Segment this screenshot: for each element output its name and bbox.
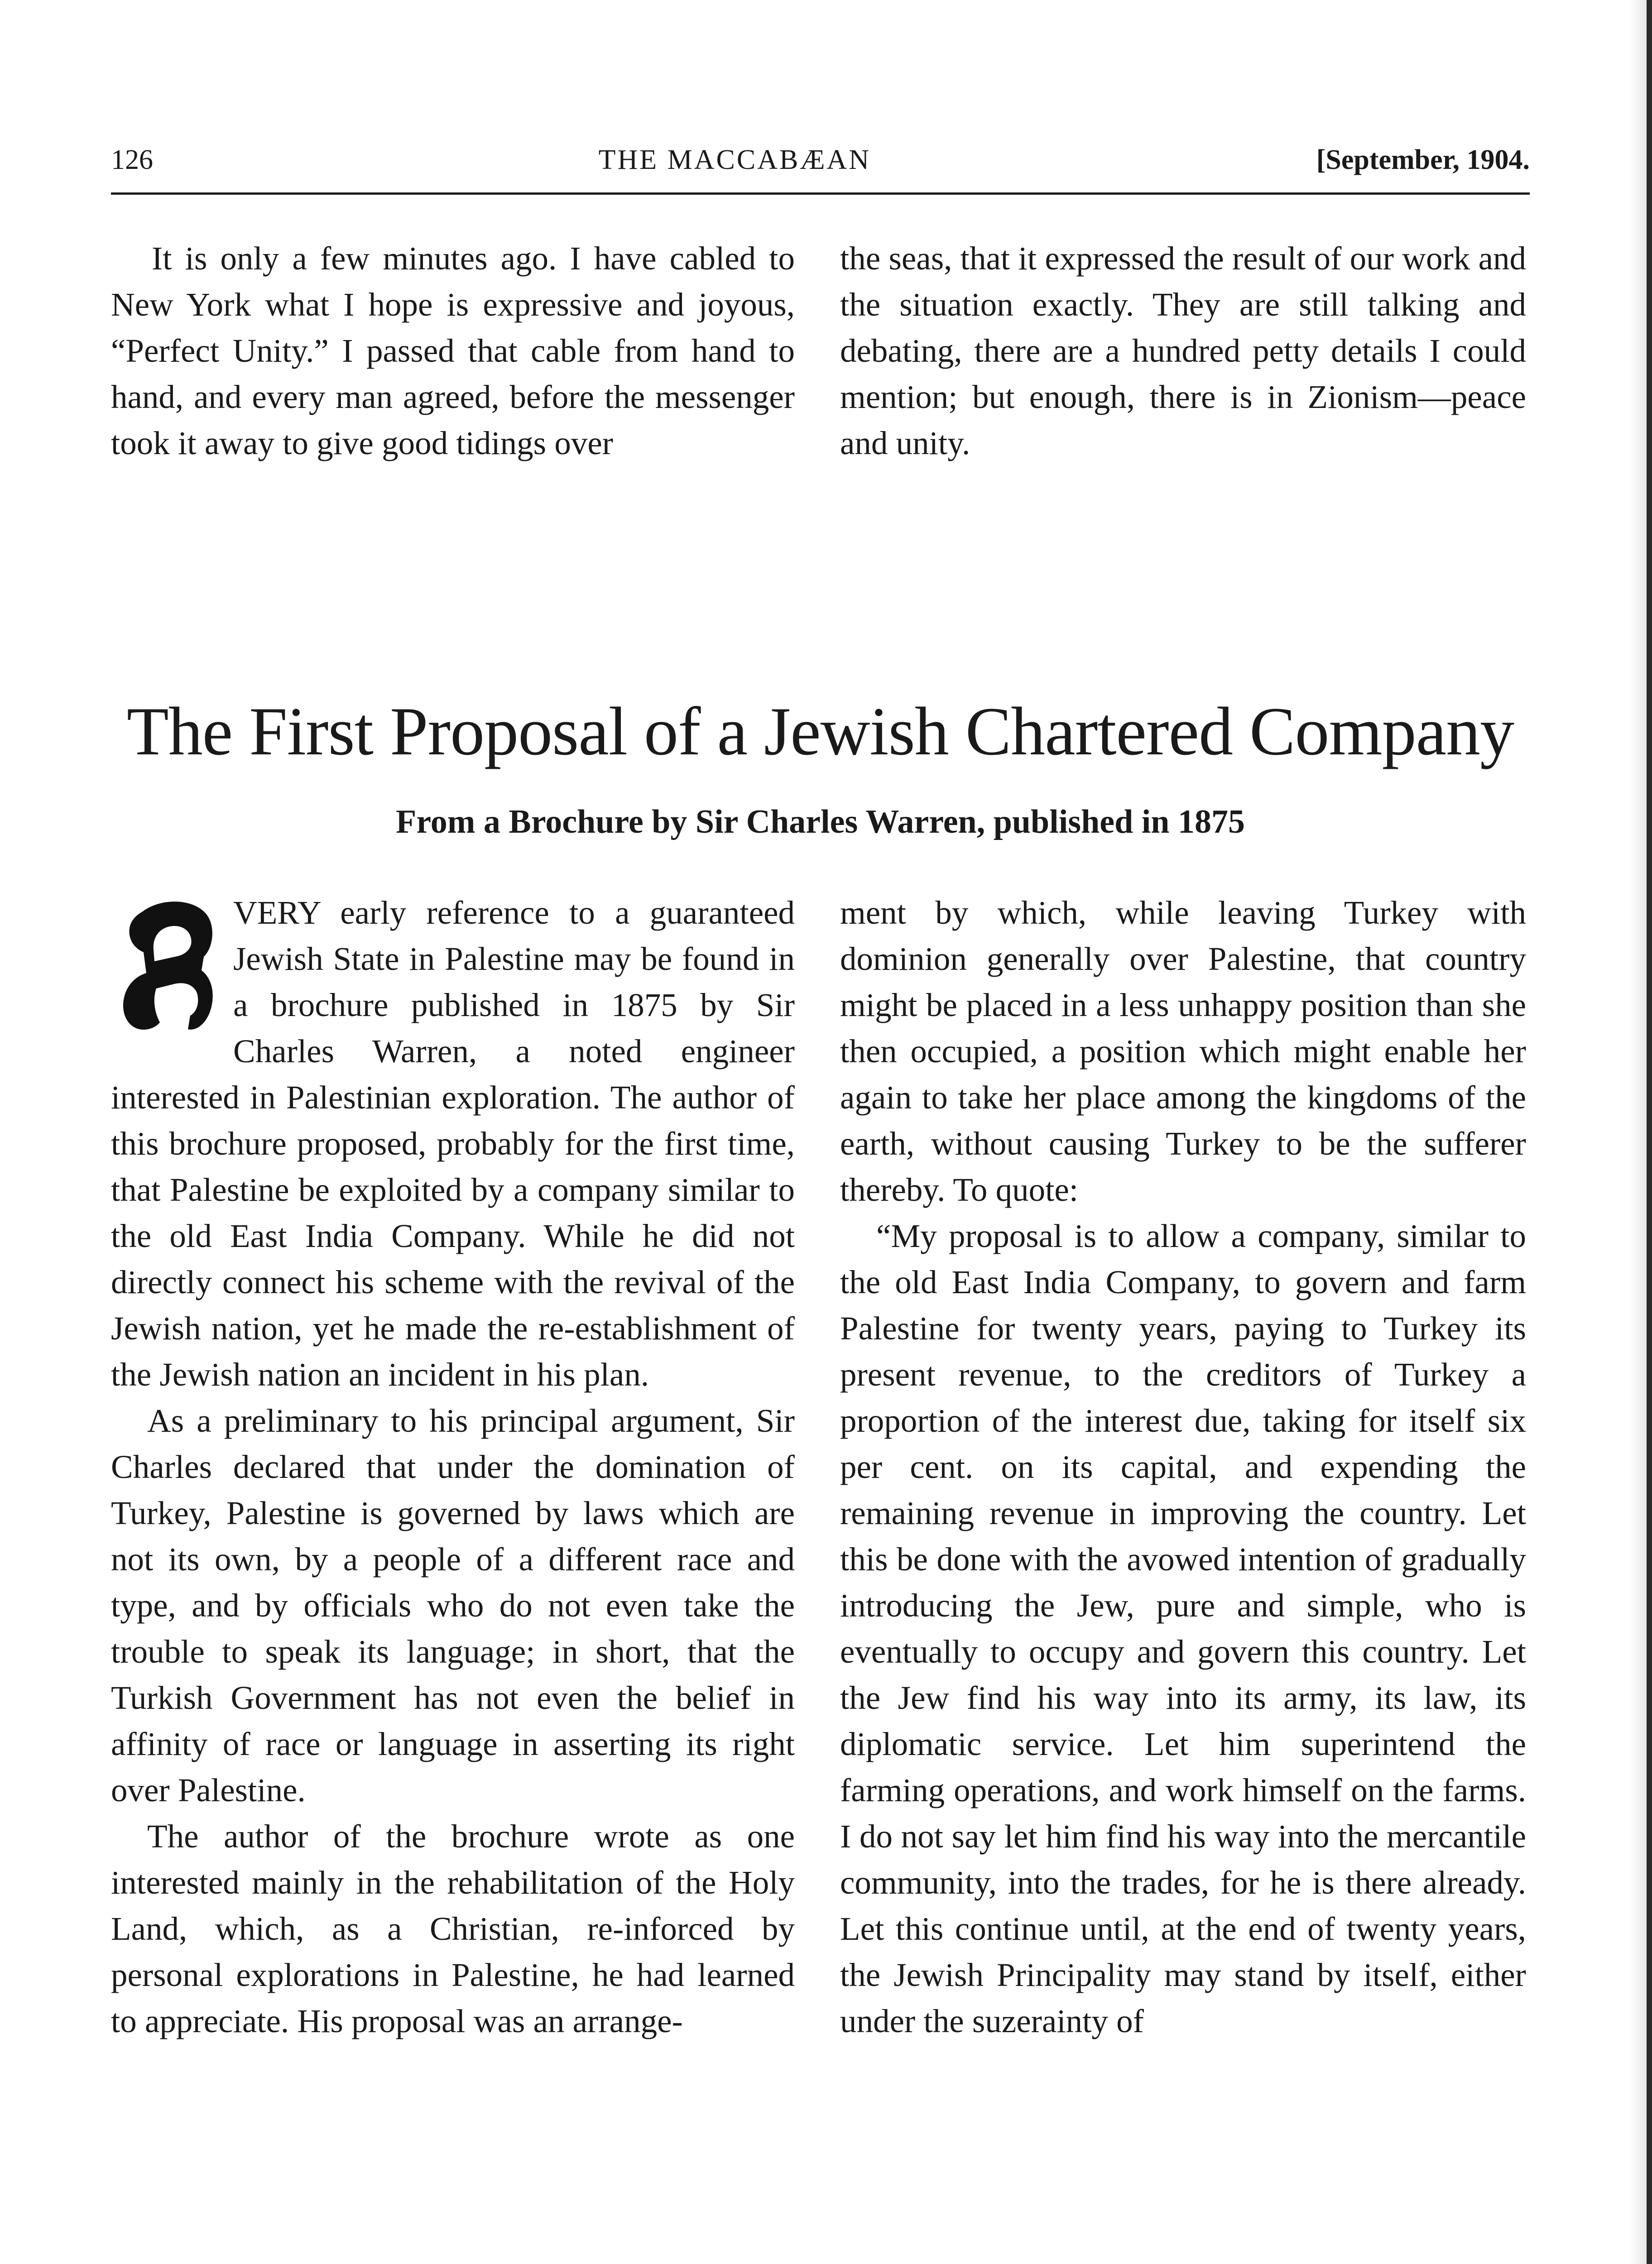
article-left-column <box>111 890 795 2044</box>
drop-cap-letter <box>111 893 224 1038</box>
page-edge-shadow <box>1628 0 1647 2264</box>
journal-title: THE MACCABÆAN <box>598 144 871 175</box>
article-paragraph-1-text: VERY early reference to a guaranteed Jewish State in Palestine may be found in a brochure published in 1875 by Sir Charles Warren, a noted engineer interested in Palestinian exploration. The author of this brochure proposed, probably for the first time, that Palestine be exploited by a company similar to the old East India Company. While he did not directly connect his scheme with the revival of the Jewish nation, yet he made the re-establishment of the Jewish nation an incident in his plan. <box>111 894 795 1393</box>
article-paragraph-2: As a preliminary to his principal argument, Sir Charles declared that under the domination of Turkey, Palestine is governed by laws which are not its own, by a people of a different race and type, and by officials who do not even take the trouble to speak its language; in short, that the Turkish Government has not even the belief in affinity of race or language in asserting its right over Palestine. <box>111 1402 795 1808</box>
previous-article-left-column <box>111 235 795 466</box>
previous-article-paragraph: It is only a few minutes ago. I have cabled to New York what I hope is expressive and joyous, “Perfect Unity.” I passed that cable from hand to hand, and every man agreed, before the messenger took it away to give good tidings over <box>111 240 795 461</box>
previous-article-paragraph: the seas, that it expressed the result of our work and the situation exactly. They are still talking and debating, there are a hundred petty details I could mention; but enough, there is in Zionism—peace and unity. <box>840 240 1526 461</box>
running-header <box>111 144 1530 185</box>
page-binding-edge <box>1647 0 1652 2264</box>
article-paragraph-3: The author of the brochure wrote as one interested mainly in the rehabilitation of the Holy Land, which, as a Christian, re-inforced by personal explorations in Palestine, he had learned to appreciate. His proposal was an arrange- <box>111 1818 795 2039</box>
previous-article-right-column <box>840 235 1526 466</box>
article-paragraph-3-continued: ment by which, while leaving Turkey with dominion generally over Palestine, that country might be placed in a less unhappy position than she then occupied, a position which might enable her again to take her place among the kingdoms of the earth, without causing Turkey to be the sufferer thereby. To quote: <box>840 894 1526 1208</box>
article-paragraph-1 <box>111 890 795 1398</box>
article-title: The First Proposal of a Jewish Chartered Company <box>126 693 1514 769</box>
article-quotation: “My proposal is to allow a company, similar to the old East India Company, to govern and farm Palestine for twenty years, paying to Turkey its present revenue, to the creditors of Turkey a proportion of the interest due, taking for itself six per cent. on its capital, and expending the remaining revenue in improving the country. Let this be done with the avowed intention of gradually introducing the Jew, pure and simple, who is eventually to occupy and govern this country. Let the Jew find his way into its army, its law, its diplomatic service. Let him superintend the farming operations, and work himself on the farms. I do not say let him find his way into the mercantile community, into the trades, for he is there already. Let this continue until, at the end of twenty years, the Jewish Principality may stand by itself, either under the suzerainty of <box>840 1218 1526 2039</box>
article-subtitle: From a Brochure by Sir Charles Warren, published in 1875 <box>396 803 1245 840</box>
page-number: 126 <box>111 144 153 175</box>
article-right-column <box>840 890 1526 2044</box>
header-rule <box>111 192 1530 195</box>
issue-date: [September, 1904. <box>1316 144 1530 175</box>
